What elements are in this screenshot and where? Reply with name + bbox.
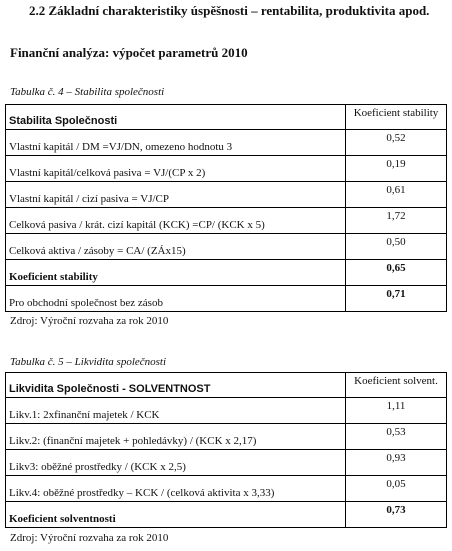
section-heading: 2.2 Základní charakteristiky úspěšnosti – rentabilita, produktivita apod. bbox=[29, 3, 430, 18]
row-label: Likv.2: (finanční majetek + pohledávky) / (KCK x 2,17) bbox=[6, 424, 346, 450]
table-row bbox=[6, 476, 447, 502]
row-value: 0,73 bbox=[346, 502, 447, 528]
row-label: Likv.4: oběžné prostředky – KCK / (celková aktivita x 3,33) bbox=[6, 476, 346, 502]
header-value: Koeficient solvent. bbox=[346, 373, 447, 398]
table-row bbox=[6, 208, 447, 234]
row-label: Vlastní kapitál / DM =VJ/DN, omezeno hodnotu 3 bbox=[6, 130, 346, 156]
table-header-row bbox=[6, 373, 447, 398]
row-label: Celková pasiva / krát. cizí kapitál (KCK) =CP/ (KCK x 5) bbox=[6, 208, 346, 234]
row-label: Koeficient stability bbox=[6, 260, 346, 286]
header-label: Likvidita Společnosti - SOLVENTNOST bbox=[6, 373, 346, 398]
row-value: 1,72 bbox=[346, 208, 447, 234]
row-value: 0,19 bbox=[346, 156, 447, 182]
table4-source: Zdroj: Výroční rozvaha za rok 2010 bbox=[10, 315, 169, 327]
table-row bbox=[6, 398, 447, 424]
liquidity-table bbox=[5, 372, 447, 528]
table-row-total bbox=[6, 502, 447, 528]
table-row bbox=[6, 182, 447, 208]
header-label: Stabilita Společnosti bbox=[6, 105, 346, 130]
table5-caption: Tabulka č. 5 – Likvidita společnosti bbox=[10, 356, 167, 368]
row-value: 0,61 bbox=[346, 182, 447, 208]
row-value: 0,05 bbox=[346, 476, 447, 502]
row-value: 0,93 bbox=[346, 450, 447, 476]
table-row bbox=[6, 234, 447, 260]
analysis-subheading: Finanční analýza: výpočet parametrů 2010 bbox=[10, 45, 248, 60]
row-value: 0,52 bbox=[346, 130, 447, 156]
table-row-total bbox=[6, 260, 447, 286]
row-label: Vlastní kapitál / cizí pasiva = VJ/CP bbox=[6, 182, 346, 208]
row-label: Celková aktiva / zásoby = CA/ (ZÁx15) bbox=[6, 234, 346, 260]
row-label: Vlastní kapitál/celková pasiva = VJ/(CP x 2) bbox=[6, 156, 346, 182]
table-row bbox=[6, 156, 447, 182]
table-row bbox=[6, 286, 447, 312]
row-label: Likv3: oběžné prostředky / (KCK x 2,5) bbox=[6, 450, 346, 476]
row-value: 0,65 bbox=[346, 260, 447, 286]
header-value: Koeficient stability bbox=[346, 105, 447, 130]
table-row bbox=[6, 450, 447, 476]
row-label: Pro obchodní společnost bez zásob bbox=[6, 286, 346, 312]
row-value: 1,11 bbox=[346, 398, 447, 424]
table-header-row bbox=[6, 105, 447, 130]
table5-source: Zdroj: Výroční rozvaha za rok 2010 bbox=[10, 532, 169, 544]
stability-table bbox=[5, 104, 447, 312]
table4-caption: Tabulka č. 4 – Stabilita společnosti bbox=[10, 86, 165, 98]
table-row bbox=[6, 424, 447, 450]
row-label: Koeficient solventnosti bbox=[6, 502, 346, 528]
table-row bbox=[6, 130, 447, 156]
row-label: Likv.1: 2xfinanční majetek / KCK bbox=[6, 398, 346, 424]
row-value: 0,50 bbox=[346, 234, 447, 260]
row-value: 0,71 bbox=[346, 286, 447, 312]
row-value: 0,53 bbox=[346, 424, 447, 450]
